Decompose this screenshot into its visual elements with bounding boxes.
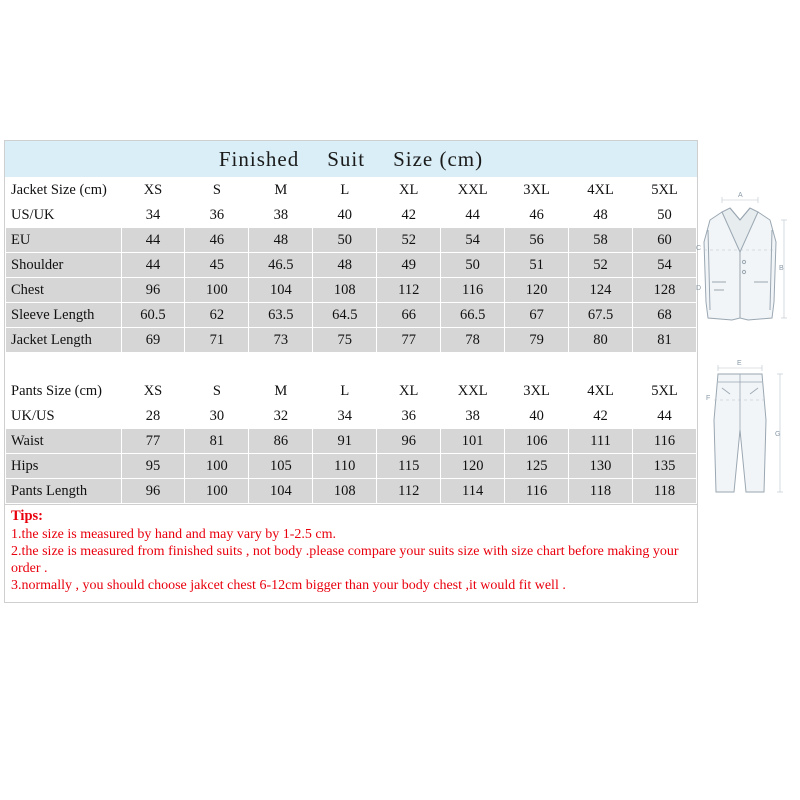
table-row <box>6 379 697 404</box>
cell: 77 <box>377 328 441 353</box>
column-header: S <box>185 379 249 404</box>
cell: 60 <box>633 228 697 253</box>
cell: 110 <box>313 454 377 479</box>
table-spacer-row <box>6 353 697 378</box>
cell: 100 <box>185 278 249 303</box>
cell: 48 <box>313 253 377 278</box>
cell: 108 <box>313 278 377 303</box>
cell: 66.5 <box>441 303 505 328</box>
cell: 38 <box>249 203 313 228</box>
cell: 79 <box>505 328 569 353</box>
jacket-size-table <box>5 177 697 378</box>
cell: 135 <box>633 454 697 479</box>
row-label: US/UK <box>6 203 122 228</box>
cell: 120 <box>505 278 569 303</box>
table-row <box>6 454 697 479</box>
column-header: 5XL <box>633 379 697 404</box>
column-header: XL <box>377 379 441 404</box>
cell: 91 <box>313 429 377 454</box>
cell: 52 <box>377 228 441 253</box>
cell: 50 <box>313 228 377 253</box>
column-header: 3XL <box>505 379 569 404</box>
cell: 77 <box>121 429 185 454</box>
table-row <box>6 228 697 253</box>
column-header: L <box>313 178 377 203</box>
cell: 125 <box>505 454 569 479</box>
cell: 78 <box>441 328 505 353</box>
table-row <box>6 328 697 353</box>
cell: 67 <box>505 303 569 328</box>
column-header: 3XL <box>505 178 569 203</box>
cell: 104 <box>249 278 313 303</box>
cell: 100 <box>185 454 249 479</box>
row-label: Jacket Length <box>6 328 122 353</box>
table-row <box>6 278 697 303</box>
cell: 42 <box>377 203 441 228</box>
table-row <box>6 253 697 278</box>
cell: 96 <box>121 278 185 303</box>
cell: 81 <box>633 328 697 353</box>
cell: 86 <box>249 429 313 454</box>
cell: 67.5 <box>569 303 633 328</box>
row-label: Waist <box>6 429 122 454</box>
cell: 130 <box>569 454 633 479</box>
page-title <box>205 147 497 172</box>
cell: 66 <box>377 303 441 328</box>
table-row <box>6 429 697 454</box>
column-header: XXL <box>441 379 505 404</box>
cell: 32 <box>249 404 313 429</box>
cell: 40 <box>505 404 569 429</box>
cell: 115 <box>377 454 441 479</box>
title-word-2: Suit <box>327 146 366 171</box>
cell: 112 <box>377 278 441 303</box>
table-row <box>6 178 697 203</box>
cell: 44 <box>121 228 185 253</box>
row-label: Shoulder <box>6 253 122 278</box>
cell: 49 <box>377 253 441 278</box>
cell: 28 <box>121 404 185 429</box>
cell: 116 <box>505 479 569 504</box>
cell: 116 <box>633 429 697 454</box>
pants-dim-f: F <box>706 395 711 402</box>
cell: 52 <box>569 253 633 278</box>
jacket-dim-b: B <box>779 265 784 272</box>
table-row <box>6 303 697 328</box>
jacket-dim-c: C <box>696 245 702 252</box>
cell: 60.5 <box>121 303 185 328</box>
cell: 80 <box>569 328 633 353</box>
cell: 48 <box>249 228 313 253</box>
cell: 96 <box>377 429 441 454</box>
cell: 44 <box>121 253 185 278</box>
cell: 62 <box>185 303 249 328</box>
cell: 34 <box>313 404 377 429</box>
cell: 44 <box>441 203 505 228</box>
cell: 116 <box>441 278 505 303</box>
cell: 81 <box>185 429 249 454</box>
cell: 45 <box>185 253 249 278</box>
cell: 48 <box>569 203 633 228</box>
size-chart-card <box>4 140 698 603</box>
cell: 75 <box>313 328 377 353</box>
cell: 71 <box>185 328 249 353</box>
title-word-1: Finished <box>218 146 300 171</box>
cell: 100 <box>185 479 249 504</box>
pants-illustration <box>692 360 788 510</box>
row-label: EU <box>6 228 122 253</box>
cell: 51 <box>505 253 569 278</box>
cell: 106 <box>505 429 569 454</box>
table-row <box>6 479 697 504</box>
column-header: XL <box>377 178 441 203</box>
cell: 36 <box>185 203 249 228</box>
jacket-dim-a: A <box>738 192 743 199</box>
jacket-dim-d: D <box>696 285 702 292</box>
tips-line: 1.the size is measured by hand and may vary by 1-2.5 cm. <box>11 527 337 542</box>
cell: 46 <box>505 203 569 228</box>
cell: 54 <box>633 253 697 278</box>
title-word-3: Size (cm) <box>393 146 484 171</box>
column-header: XXL <box>441 178 505 203</box>
column-header: Jacket Size (cm) <box>6 178 122 203</box>
cell: 96 <box>121 479 185 504</box>
column-header: L <box>313 379 377 404</box>
row-label: UK/US <box>6 404 122 429</box>
table-row <box>6 203 697 228</box>
cell: 101 <box>441 429 505 454</box>
tips-heading: Tips: <box>11 508 43 524</box>
table-row <box>6 404 697 429</box>
cell: 42 <box>569 404 633 429</box>
column-header: XS <box>121 178 185 203</box>
cell: 105 <box>249 454 313 479</box>
cell: 111 <box>569 429 633 454</box>
jacket-diagram <box>692 190 788 340</box>
cell: 63.5 <box>249 303 313 328</box>
column-header: 4XL <box>569 178 633 203</box>
column-header: M <box>249 379 313 404</box>
cell: 40 <box>313 203 377 228</box>
cell: 118 <box>633 479 697 504</box>
cell: 50 <box>633 203 697 228</box>
row-label: Pants Length <box>6 479 122 504</box>
cell: 120 <box>441 454 505 479</box>
tips-line: 3.normally , you should choose jakcet chest 6-12cm bigger than your body chest ,it would fit well . <box>11 578 566 593</box>
cell: 46 <box>185 228 249 253</box>
row-label: Hips <box>6 454 122 479</box>
chart-title-bar <box>5 141 697 177</box>
row-label: Chest <box>6 278 122 303</box>
column-header: 4XL <box>569 379 633 404</box>
cell: 38 <box>441 404 505 429</box>
cell: 108 <box>313 479 377 504</box>
cell: 73 <box>249 328 313 353</box>
column-header: S <box>185 178 249 203</box>
pants-size-table <box>5 378 697 504</box>
cell: 118 <box>569 479 633 504</box>
cell: 68 <box>633 303 697 328</box>
column-header: 5XL <box>633 178 697 203</box>
cell: 34 <box>121 203 185 228</box>
cell: 95 <box>121 454 185 479</box>
pants-dim-g: G <box>775 431 781 438</box>
pants-dim-e: E <box>737 360 742 367</box>
cell: 124 <box>569 278 633 303</box>
cell: 128 <box>633 278 697 303</box>
cell: 69 <box>121 328 185 353</box>
cell: 30 <box>185 404 249 429</box>
cell: 58 <box>569 228 633 253</box>
pants-diagram <box>692 360 788 505</box>
jacket-illustration <box>692 190 788 345</box>
cell: 64.5 <box>313 303 377 328</box>
cell: 112 <box>377 479 441 504</box>
spacer-cell <box>6 353 697 378</box>
column-header: Pants Size (cm) <box>6 379 122 404</box>
tips-line: 2.the size is measured from finished suits , not body .please compare your suits size with size chart before making your order . <box>11 544 679 576</box>
cell: 104 <box>249 479 313 504</box>
cell: 36 <box>377 404 441 429</box>
column-header: M <box>249 178 313 203</box>
tips-section <box>5 504 697 602</box>
cell: 46.5 <box>249 253 313 278</box>
cell: 54 <box>441 228 505 253</box>
cell: 44 <box>633 404 697 429</box>
cell: 56 <box>505 228 569 253</box>
row-label: Sleeve Length <box>6 303 122 328</box>
column-header: XS <box>121 379 185 404</box>
cell: 50 <box>441 253 505 278</box>
cell: 114 <box>441 479 505 504</box>
